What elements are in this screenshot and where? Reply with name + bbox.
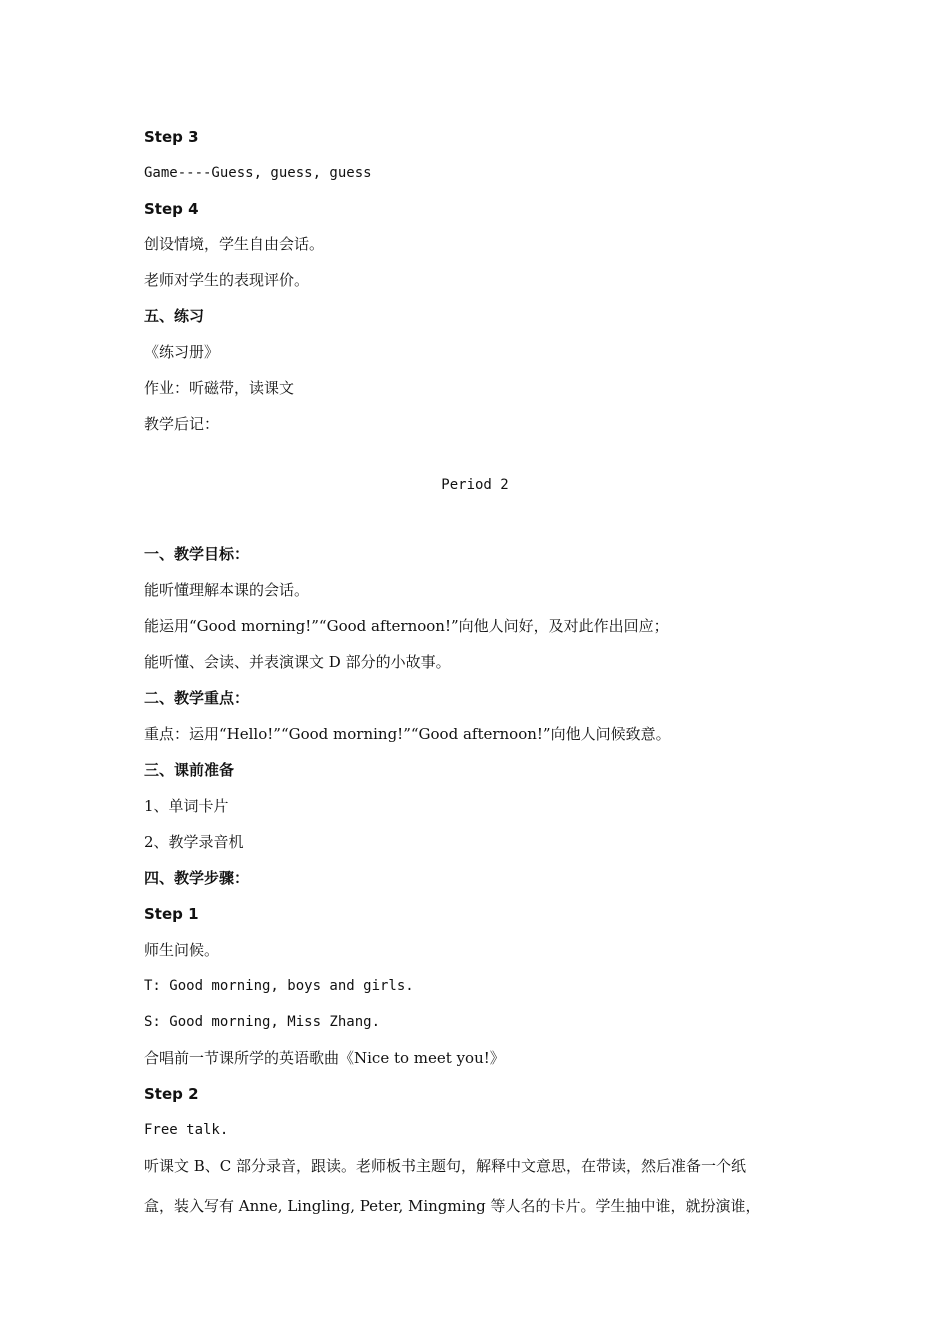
prep-item-1: 1、单词卡片: [144, 797, 229, 815]
step2-heading: Step 2: [144, 1085, 199, 1103]
step3-game-text: Game----Guess, guess, guess: [144, 165, 372, 181]
step1-teacher-line: T: Good morning, boys and girls.: [144, 978, 414, 994]
period2-title: Period 2: [441, 477, 509, 493]
step1-student-line: S: Good morning, Miss Zhang.: [144, 1014, 381, 1030]
step3-heading: Step 3: [144, 128, 199, 146]
afterword-label: 教学后记：: [144, 415, 220, 433]
step1-heading: Step 1: [144, 905, 199, 923]
workbook-text: 《练习册》: [144, 343, 220, 361]
homework-text: 作业：听磁带，读课文: [144, 379, 295, 397]
goals-heading: 一、教学目标：: [144, 545, 250, 563]
step2-paragraph-line-2: 盒，装入写有 Anne, Lingling, Peter, Mingming 等人名的卡片。学生抽中谁，就扮演谁，: [144, 1197, 761, 1215]
goal-1: 能听懂理解本课的会话。: [144, 581, 310, 599]
key-point: 重点：运用“Hello!”“Good morning!”“Good afternoon!”向他人问候致意。: [144, 725, 671, 743]
step4-line-1: 创设情境，学生自由会话。: [144, 235, 325, 253]
step4-heading: Step 4: [144, 200, 199, 218]
step4-line-2: 老师对学生的表现评价。: [144, 271, 310, 289]
step1-song: 合唱前一节课所学的英语歌曲《Nice to meet you!》: [144, 1049, 505, 1067]
step1-greeting: 师生问候。: [144, 941, 220, 959]
steps-heading: 四、教学步骤：: [144, 869, 250, 887]
key-heading: 二、教学重点：: [144, 689, 250, 707]
prep-heading: 三、课前准备: [144, 761, 235, 779]
section5-heading: 五、练习: [144, 307, 205, 325]
step2-paragraph-line-1: 听课文 B、C 部分录音，跟读。老师板书主题句，解释中文意思，在带读，然后准备一个纸: [144, 1157, 747, 1175]
goal-2: 能运用“Good morning!”“Good afternoon!”向他人问好，及对此作出回应；: [144, 617, 669, 635]
step2-free-talk: Free talk.: [144, 1122, 229, 1138]
goal-3: 能听懂、会读、并表演课文 D 部分的小故事。: [144, 653, 451, 671]
prep-item-2: 2、教学录音机: [144, 833, 244, 851]
